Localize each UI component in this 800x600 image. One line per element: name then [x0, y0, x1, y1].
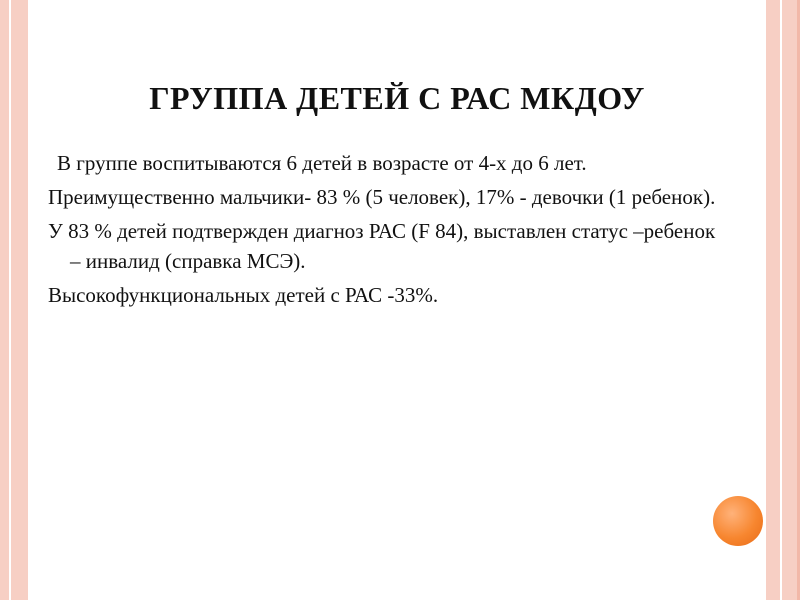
right-frame-border [766, 0, 800, 600]
decorative-orange-circle [713, 496, 763, 546]
left-frame-border [0, 0, 28, 600]
right-frame-rule [780, 0, 782, 600]
paragraph-diagnosis: У 83 % детей подтвержден диагноз РАС (F 84), выставлен статус –ребенок – инвалид (справка МСЭ). [48, 219, 716, 273]
paragraph-gender-ratio: Преимущественно мальчики- 83 % (5 человек), 17% - девочки (1 ребенок). [48, 185, 716, 209]
paragraph-group-size: В группе воспитываются 6 детей в возрасте от 4-х до 6 лет. [57, 151, 587, 175]
left-frame-rule [9, 0, 11, 600]
paragraph-high-functioning: Высокофункциональных детей с РАС -33%. [48, 283, 439, 307]
slide-body [48, 148, 728, 314]
content-panel [28, 0, 766, 600]
slide-title: ГРУППА ДЕТЕЙ С РАС МКДОУ [149, 80, 645, 116]
